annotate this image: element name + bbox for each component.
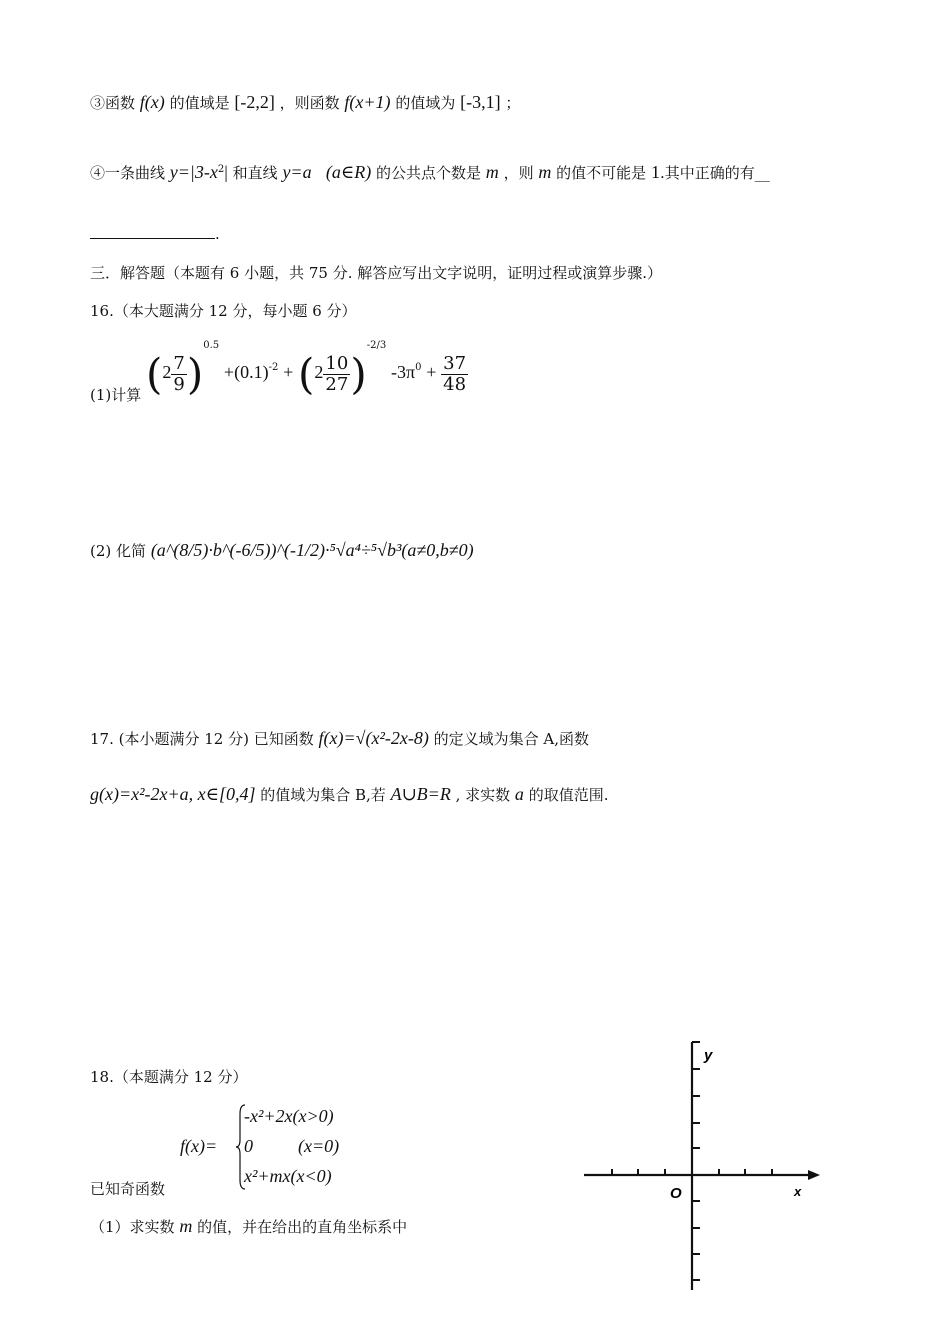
- expr1-t2: +(0.1): [223, 362, 269, 382]
- item3-range1: [-2,2]: [234, 92, 275, 112]
- expr1-e2: -2: [268, 362, 279, 373]
- q17-line2-end: , 求实数: [455, 786, 511, 804]
- q17-a: a: [514, 784, 524, 804]
- item4-prefix: ④一条曲线: [90, 164, 166, 182]
- q18-m: m: [179, 1216, 193, 1236]
- expr1-e1: 0.5: [203, 340, 220, 351]
- q18-case2: 0 (x=0): [244, 1136, 340, 1156]
- q18-case3: x²+mx(x<0): [244, 1166, 332, 1186]
- item4-curve: y=|3-x: [169, 162, 218, 182]
- q16-part2-expr: (a^(8/5)·b^(-6/5))^(-1/2)·⁵√a⁴÷⁵√b³(a≠0,b≠0): [150, 540, 474, 560]
- item3-mid1: 的值域是: [169, 94, 230, 112]
- item3-range2: [-3,1]: [460, 92, 501, 112]
- blank-end: .: [215, 225, 220, 243]
- item3-mid2: ，则函数: [279, 94, 340, 112]
- item4-curve-sup: 2: [217, 164, 225, 175]
- q18-fx: f(x)=: [180, 1136, 218, 1156]
- item4-mid2: 的公共点个数是: [375, 164, 481, 182]
- item3-prefix: ③函数: [90, 94, 136, 112]
- item-4: [90, 162, 770, 183]
- item4-end: .其中正确的有__: [659, 164, 770, 182]
- item4-cond: (a∈R): [325, 162, 372, 182]
- q18-case1: -x²+2x(x>0): [244, 1106, 334, 1126]
- item3-f2: f(x+1): [344, 92, 391, 112]
- q18-part1-text: （1）求实数: [90, 1218, 175, 1236]
- q18-intro: 已知奇函数: [90, 1180, 166, 1198]
- expr1-frac5: $\frac{37}{48}$: [443, 352, 467, 395]
- expr1-plus: +: [283, 362, 294, 382]
- item3-mid3: 的值域为: [395, 94, 456, 112]
- q17-line1-suffix: 的定义域为集合 A,函数: [433, 730, 590, 748]
- item4-one: 1: [650, 162, 660, 182]
- expr1-frac1: $\frac{7}{9}$: [173, 352, 185, 395]
- axis-y-label: y: [704, 1047, 713, 1064]
- item4-m1: m: [485, 162, 499, 182]
- q17-line2-tail: 的取值范围.: [528, 786, 609, 804]
- x-axis-arrow: [808, 1170, 820, 1180]
- item4-line: y=a: [282, 162, 312, 182]
- expr1-plus2: +: [426, 362, 437, 382]
- q17-prefix: 17. (本小题满分 12 分) 已知函数: [90, 730, 314, 748]
- item-3: [90, 92, 520, 113]
- expr1-frac3: $\frac{10}{27}$: [325, 352, 349, 395]
- q18-part1: [90, 1216, 407, 1237]
- item4-mid4: 的值不可能是: [556, 164, 647, 182]
- coordinate-axes: [580, 1036, 830, 1296]
- item4-curve-end: |: [224, 162, 228, 182]
- q16-part1-label: (1)计算: [90, 386, 142, 404]
- section-3-title: 三．解答题（本题有 6 小题，共 75 分. 解答应写出文字说明，证明过程或演算步骤.）: [90, 264, 663, 282]
- expr1-w1: 2: [162, 362, 172, 382]
- origin-label: O: [670, 1185, 682, 1202]
- q17-union: A∪B=R: [390, 784, 451, 804]
- item4-mid1: 和直线: [232, 164, 278, 182]
- item3-end: ；: [505, 94, 521, 112]
- expr1-e4: 0: [415, 362, 422, 373]
- q17-line2-mid: 的值域为集合 B,若: [260, 786, 386, 804]
- expr1-t4: -3π: [390, 362, 416, 382]
- item4-mid3: ，则: [503, 164, 534, 182]
- answer-blank-line: [90, 224, 220, 243]
- q17-line1: [90, 728, 589, 749]
- q16-header: 16.（本大题满分 12 分，每小题 6 分）: [90, 302, 357, 320]
- q17-g: g(x)=x²-2x+a, x∈[0,4]: [90, 784, 256, 804]
- q18-part1-end: 的值，并在给出的直角坐标系中: [197, 1218, 408, 1236]
- expr1-w3: 2: [314, 362, 324, 382]
- answer-blank: [90, 224, 215, 239]
- expr1-e3: -2/3: [366, 340, 387, 351]
- q16-part2: [90, 540, 474, 561]
- item3-f1: f(x): [139, 92, 165, 112]
- q17-line2: [90, 784, 608, 805]
- q18-header: 18.（本题满分 12 分）: [90, 1068, 248, 1086]
- item4-m2: m: [538, 162, 552, 182]
- axis-x-label: x: [794, 1184, 802, 1199]
- q16-expr1: (2 $\frac{7}{9}$ )$^{0.5} +(0.1)^{-2} + (2$ $\frac{10}{27}$ )$^{-2/3}$ $-3\pi^0$ + $\frac{37}{48}$: [146, 340, 467, 399]
- q16-part2-label: (2) 化简: [90, 542, 147, 560]
- q17-f: f(x)=√(x²-2x-8): [318, 728, 429, 748]
